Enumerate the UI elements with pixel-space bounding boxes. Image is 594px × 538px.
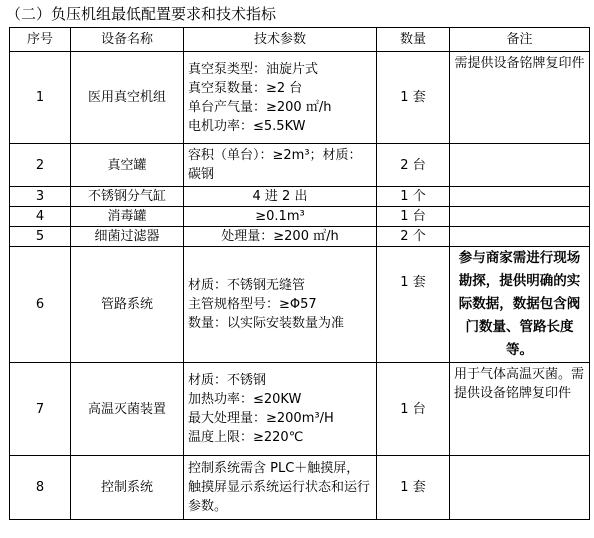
table-row: [10, 207, 590, 227]
row-name: 消毒罐: [71, 207, 184, 227]
row-no: 2: [10, 144, 71, 187]
row-name: 不锈钢分气缸: [71, 187, 184, 207]
param-line: 控制系统需含 PLC＋触摸屏，触摸屏显示系统运行状态和运行参数。: [188, 461, 371, 514]
table-row: [10, 144, 590, 187]
param-line: 容积（单台）：≥2m³；材质：碳钢: [188, 148, 362, 182]
param-line: 加热功率：≤20KW: [188, 392, 302, 407]
header-note: 备注: [450, 28, 590, 52]
row-name: 管路系统: [71, 247, 184, 363]
row-name: 控制系统: [71, 456, 184, 520]
row-note: [450, 144, 590, 187]
row-no: 4: [10, 207, 71, 227]
row-qty: 1 个: [377, 187, 450, 207]
param-line: 数量：以实际安装数量为准: [188, 316, 345, 331]
table-row: [10, 52, 590, 144]
row-no: 8: [10, 456, 71, 520]
row-note: [450, 187, 590, 207]
row-params: [184, 247, 377, 363]
row-qty: 1 套: [377, 52, 450, 144]
row-params: [184, 144, 377, 187]
param-line: 真空泵数量：≥2 台: [188, 80, 303, 96]
document-title: （二）负压机组最低配置要求和技术指标: [6, 5, 277, 23]
row-qty: 1 台: [377, 363, 450, 456]
param-line: 材质：不锈钢: [188, 373, 267, 388]
row-note: [450, 207, 590, 227]
table-row: [10, 363, 590, 456]
table-row: [10, 456, 590, 520]
header-no: 序号: [10, 28, 71, 52]
param-line: 材质：不锈钢无缝管: [188, 278, 306, 293]
row-no: 6: [10, 247, 71, 363]
table-row: [10, 247, 590, 363]
row-no: 7: [10, 363, 71, 456]
param-line: 主管规格型号：≥Φ57: [188, 297, 317, 312]
row-no: 3: [10, 187, 71, 207]
table-row: [10, 187, 590, 207]
row-name: 高温灭菌装置: [71, 363, 184, 456]
row-params: 4 进 2 出: [184, 187, 377, 207]
row-params: [184, 456, 377, 520]
note-text: 需提供设备铭牌复印件: [454, 56, 585, 71]
row-params: 处理量：≥200 ㎡/h: [184, 227, 377, 247]
row-name: 真空罐: [71, 144, 184, 187]
param-line: 最大处理量：≥200m³/H: [188, 411, 334, 426]
row-params: ≥0.1m³: [184, 207, 377, 227]
row-note: [450, 247, 590, 363]
header-params: 技术参数: [184, 28, 377, 52]
param-line: 单台产气量：≥200 ㎡/h: [188, 99, 332, 115]
row-qty: 1 套: [377, 247, 450, 363]
note-text: 参与商家需进行现场勘探，提供明确的实际数据，数据包含阀门数量、管路长度等。: [458, 250, 581, 358]
header-qty: 数量: [377, 28, 450, 52]
row-note: [450, 52, 590, 144]
param-line: 真空泵类型：油旋片式: [188, 61, 319, 77]
row-qty: 1 台: [377, 207, 450, 227]
table-row: [10, 227, 590, 247]
row-qty: 2 个: [377, 227, 450, 247]
spec-table: [9, 27, 590, 520]
note-text: 用于气体高温灭菌。需提供设备铭牌复印件: [454, 367, 585, 401]
row-no: 1: [10, 52, 71, 144]
row-note: [450, 456, 590, 520]
row-name: 医用真空机组: [71, 52, 184, 144]
row-no: 5: [10, 227, 71, 247]
table-header-row: [10, 28, 590, 52]
param-line: 温度上限：≥220℃: [188, 430, 304, 445]
row-params: [184, 363, 377, 456]
row-qty: 1 套: [377, 456, 450, 520]
header-name: 设备名称: [71, 28, 184, 52]
row-note: [450, 227, 590, 247]
param-line: 电机功率：≤5.5KW: [188, 118, 306, 134]
row-qty: 2 台: [377, 144, 450, 187]
row-params: [184, 52, 377, 144]
row-name: 细菌过滤器: [71, 227, 184, 247]
row-note: [450, 363, 590, 456]
